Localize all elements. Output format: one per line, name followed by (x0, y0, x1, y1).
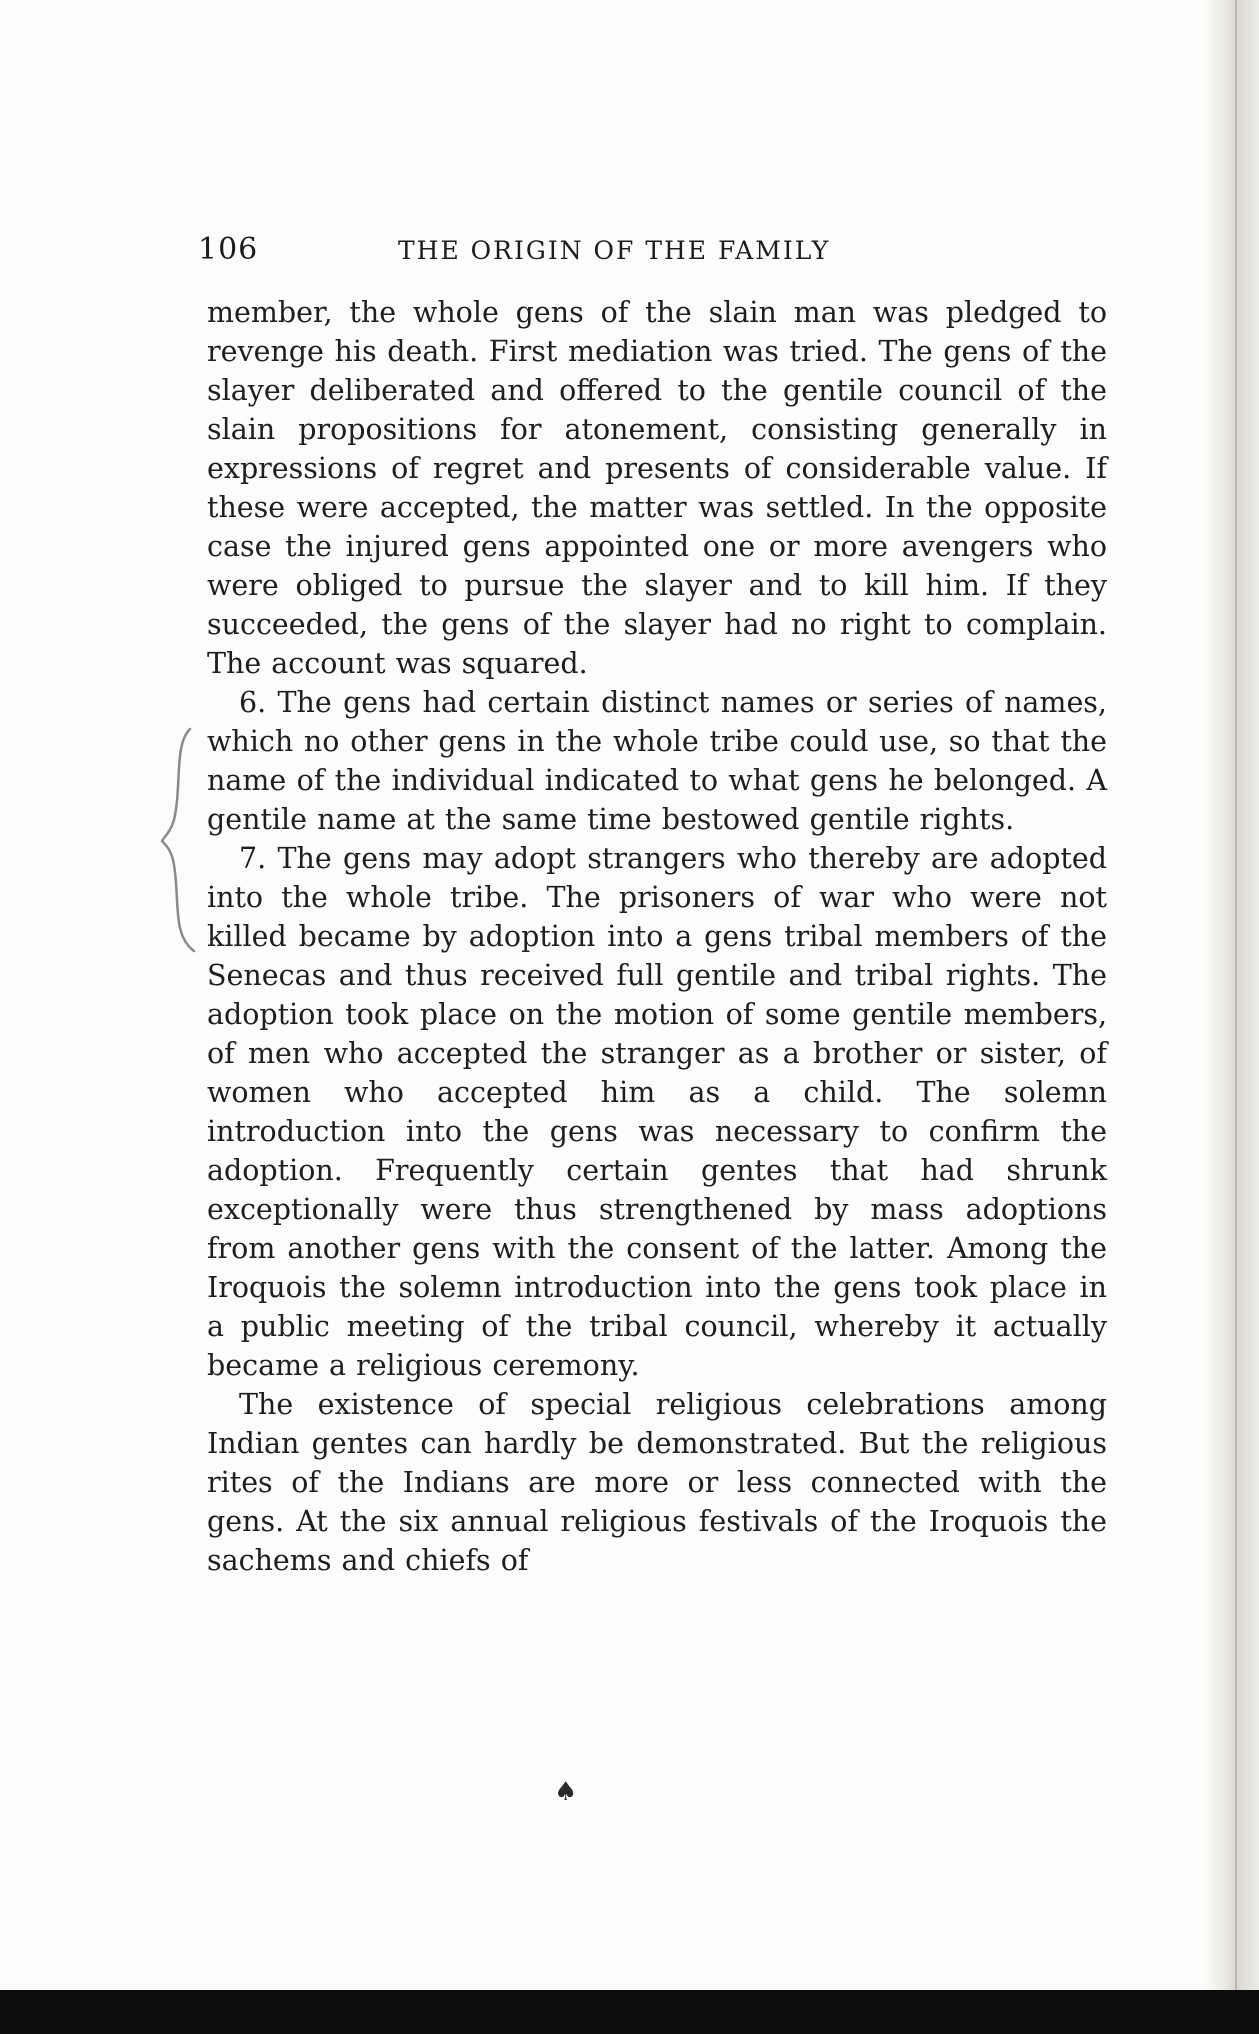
handwritten-brace-mark (160, 725, 200, 955)
paragraph-item-7: 7. The gens may adopt strangers who thereby are adopted into the whole tribe. The prisoners of war who were not killed became by adoption into a gens tribal members of the Senecas and thus received full gentile and tribal rights. The adoption took place on the motion of some gentile members, of men who accepted the stranger as a brother or sister, of women who accepted him as a child. The solemn introduction into the gens was necessary to confirm the adoption. Frequently certain gentes that had shrunk exceptionally were thus strengthened by mass adoptions from another gens with the consent of the latter. Among the Iroquois the solemn introduction into the gens took place in a public meeting of the tribal council, whereby it actually became a religious ceremony. (207, 842, 1107, 1382)
footer-ornament: ♠ (554, 1777, 578, 1807)
body-text (207, 293, 1107, 1580)
page-number: 106 (198, 232, 259, 267)
running-head: THE ORIGIN OF THE FAMILY (398, 236, 831, 265)
gutter-edge-line (1235, 0, 1237, 1990)
paragraph-item-6: 6. The gens had certain distinct names or series of names, which no other gens in the whole tribe could use, so that the name of the individual indicated to what gens he belonged. A gentile name at the same time bestowed gentile rights. (207, 686, 1107, 836)
book-gutter-shadow (1204, 0, 1259, 1990)
paragraph-religious: The existence of special religious celebrations among Indian gentes can hardly be demonstrated. But the religious rites of the Indians are more or less connected with the gens. At the six annual religious festivals of the Iroquois the sachems and chiefs of (207, 1388, 1107, 1577)
paragraph-continued: member, the whole gens of the slain man was pledged to revenge his death. First mediation was tried. The gens of the slayer deliberated and offered to the gentile council of the slain propositions for atonement, consisting generally in expressions of regret and presents of considerable value. If these were accepted, the matter was settled. In the opposite case the injured gens appointed one or more avengers who were obliged to pursue the slayer and to kill him. If they succeeded, the gens of the slayer had no right to complain. The account was squared. (207, 296, 1107, 680)
page-header (198, 232, 1108, 272)
scan-bottom-edge (0, 1990, 1259, 2034)
